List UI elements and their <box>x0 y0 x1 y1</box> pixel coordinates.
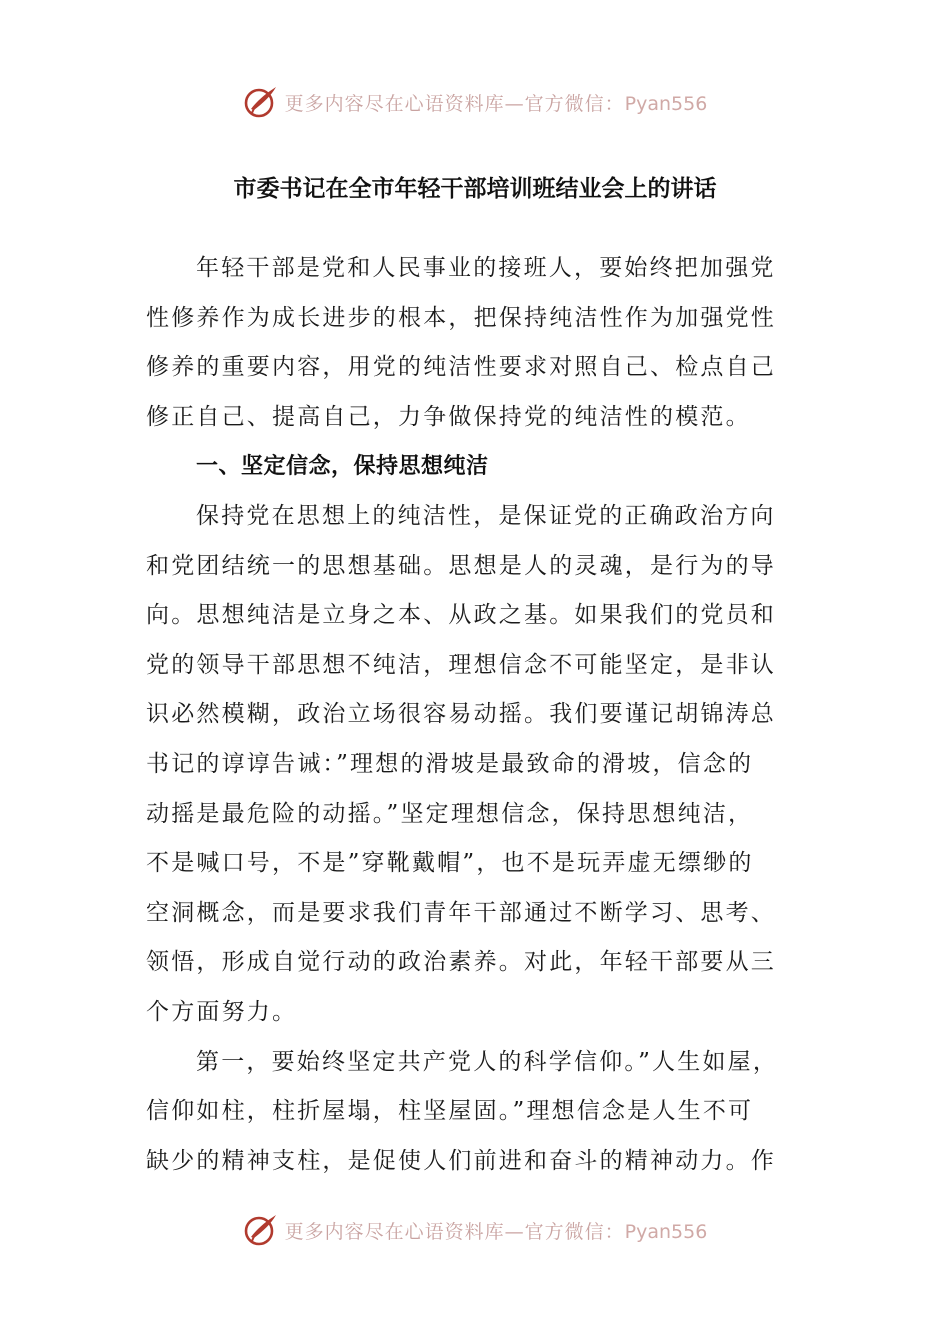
quill-seal-icon <box>243 1212 279 1248</box>
text-line: 修正自己、提高自己，力争做保持党的纯洁性的模范。 <box>146 403 751 430</box>
text-line: 第一，要始终坚定共产党人的科学信仰。”人生如屋， <box>196 1048 779 1075</box>
footer-banner <box>0 1210 950 1250</box>
text-line: 个方面努力。 <box>146 998 298 1025</box>
text-line: 识必然模糊，政治立场很容易动摇。我们要谨记胡锦涛总 <box>146 701 776 728</box>
section-heading: 一、坚定信念，保持思想纯洁 <box>196 454 489 480</box>
page-title: 市委书记在全市年轻干部培训班结业会上的讲话 <box>233 175 717 202</box>
header-banner <box>0 82 950 122</box>
banner-slogan: 更多内容尽在心语资料库—官方微信： <box>284 92 625 115</box>
text-line: 缺少的精神支柱，是促使人们前进和奋斗的精神动力。作 <box>146 1147 776 1174</box>
text-line: 年轻干部是党和人民事业的接班人，要始终把加强党 <box>196 255 776 281</box>
text-line: 保持党在思想上的纯洁性，是保证党的正确政治方向 <box>196 502 776 529</box>
banner-slogan: 更多内容尽在心语资料库—官方微信： <box>284 1220 625 1243</box>
text-line: 动摇是最危险的动摇。”坚定理想信念，保持思想纯洁， <box>146 800 754 827</box>
text-line: 修养的重要内容，用党的纯洁性要求对照自己、检点自己 <box>146 354 776 381</box>
text-line: 领悟，形成自觉行动的政治素养。对此，年轻干部要从三 <box>146 949 776 976</box>
text-line: 空洞概念，而是要求我们青年干部通过不断学习、思考、 <box>146 899 776 926</box>
text-line: 向。思想纯洁是立身之本、从政之基。如果我们的党员和 <box>146 602 776 629</box>
text-line: 党的领导干部思想不纯洁，理想信念不可能坚定，是非认 <box>146 651 776 678</box>
document-body <box>146 244 806 1186</box>
text-line: 不是喊口号，不是”穿靴戴帽”，也不是玩弄虚无缥缈的 <box>146 850 754 877</box>
banner-text <box>285 89 708 116</box>
banner-text <box>285 1217 708 1244</box>
text-line: 性修养作为成长进步的根本，把保持纯洁性作为加强党性 <box>146 304 776 331</box>
banner-handle: Pyan556 <box>624 1220 708 1243</box>
text-line: 信仰如柱，柱折屋塌，柱坚屋固。”理想信念是人生不可 <box>146 1098 754 1125</box>
text-line: 和党团结统一的思想基础。思想是人的灵魂，是行为的导 <box>146 552 776 579</box>
banner-handle: Pyan556 <box>624 92 708 115</box>
quill-seal-icon <box>243 84 279 120</box>
text-line: 书记的谆谆告诫：”理想的滑坡是最致命的滑坡，信念的 <box>146 750 754 777</box>
